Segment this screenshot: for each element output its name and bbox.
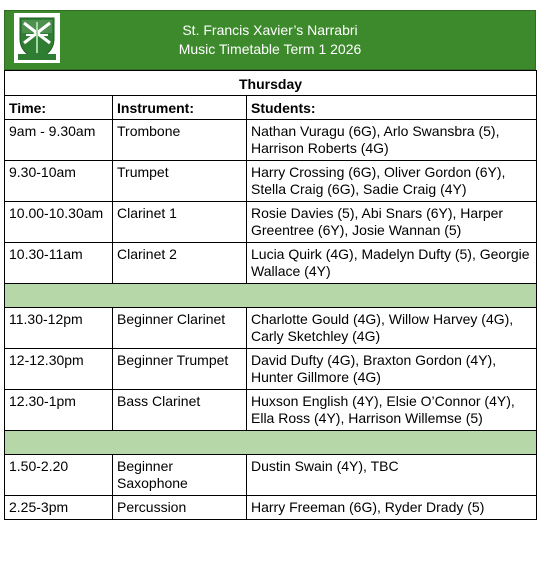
break-cell xyxy=(5,431,537,455)
time-cell: 1.50-2.20 xyxy=(5,455,113,496)
school-crest-icon xyxy=(14,13,60,63)
break-cell xyxy=(5,284,537,308)
timetable-header xyxy=(4,10,536,70)
time-cell: 2.25-3pm xyxy=(5,496,113,520)
column-header-row xyxy=(5,96,537,120)
timetable-subtitle: Music Timetable Term 1 2026 xyxy=(178,41,362,57)
timetable-sheet xyxy=(4,10,536,520)
break-row xyxy=(5,284,537,308)
instrument-cell: Bass Clarinet xyxy=(113,390,247,431)
instrument-cell: Trumpet xyxy=(113,161,247,202)
instrument-cell: Percussion xyxy=(113,496,247,520)
time-cell: 12-12.30pm xyxy=(5,349,113,390)
students-cell: Dustin Swain (4Y), TBC xyxy=(247,455,537,496)
school-name: St. Francis Xavier’s Narrabri xyxy=(182,22,358,38)
students-cell: Rosie Davies (5), Abi Snars (6Y), Harper Greentree (6Y), Josie Wannan (5) xyxy=(247,202,537,243)
instrument-cell: Beginner Saxophone xyxy=(113,455,247,496)
column-header-instrument: Instrument: xyxy=(113,96,247,120)
students-cell: Lucia Quirk (4G), Madelyn Dufty (5), Georgie Wallace (4Y) xyxy=(247,243,537,284)
table-row xyxy=(5,390,537,431)
instrument-cell: Clarinet 1 xyxy=(113,202,247,243)
table-row xyxy=(5,308,537,349)
break-row xyxy=(5,431,537,455)
time-cell: 10.00-10.30am xyxy=(5,202,113,243)
time-cell: 10.30-11am xyxy=(5,243,113,284)
students-cell: Harry Freeman (6G), Ryder Drady (5) xyxy=(247,496,537,520)
table-row xyxy=(5,243,537,284)
table-row xyxy=(5,349,537,390)
instrument-cell: Clarinet 2 xyxy=(113,243,247,284)
timetable-table xyxy=(4,70,537,520)
time-cell: 9am - 9.30am xyxy=(5,120,113,161)
time-cell: 12.30-1pm xyxy=(5,390,113,431)
header-title-block xyxy=(5,21,535,59)
students-cell: Harry Crossing (6G), Oliver Gordon (6Y), Stella Craig (6G), Sadie Craig (4Y) xyxy=(247,161,537,202)
table-row xyxy=(5,455,537,496)
students-cell: David Dufty (4G), Braxton Gordon (4Y), Hunter Gillmore (4G) xyxy=(247,349,537,390)
table-row xyxy=(5,496,537,520)
day-row xyxy=(5,71,537,96)
students-cell: Huxson English (4Y), Elsie O’Connor (4Y), Ella Ross (4Y), Harrison Willemse (5) xyxy=(247,390,537,431)
column-header-time: Time: xyxy=(5,96,113,120)
instrument-cell: Beginner Clarinet xyxy=(113,308,247,349)
school-crest-logo xyxy=(14,13,60,63)
instrument-cell: Beginner Trumpet xyxy=(113,349,247,390)
table-row xyxy=(5,161,537,202)
table-row xyxy=(5,120,537,161)
table-row xyxy=(5,202,537,243)
students-cell: Nathan Vuragu (6G), Arlo Swansbra (5), Harrison Roberts (4G) xyxy=(247,120,537,161)
day-heading: Thursday xyxy=(5,71,537,96)
instrument-cell: Trombone xyxy=(113,120,247,161)
column-header-students: Students: xyxy=(247,96,537,120)
students-cell: Charlotte Gould (4G), Willow Harvey (4G), Carly Sketchley (4G) xyxy=(247,308,537,349)
time-cell: 11.30-12pm xyxy=(5,308,113,349)
time-cell: 9.30-10am xyxy=(5,161,113,202)
